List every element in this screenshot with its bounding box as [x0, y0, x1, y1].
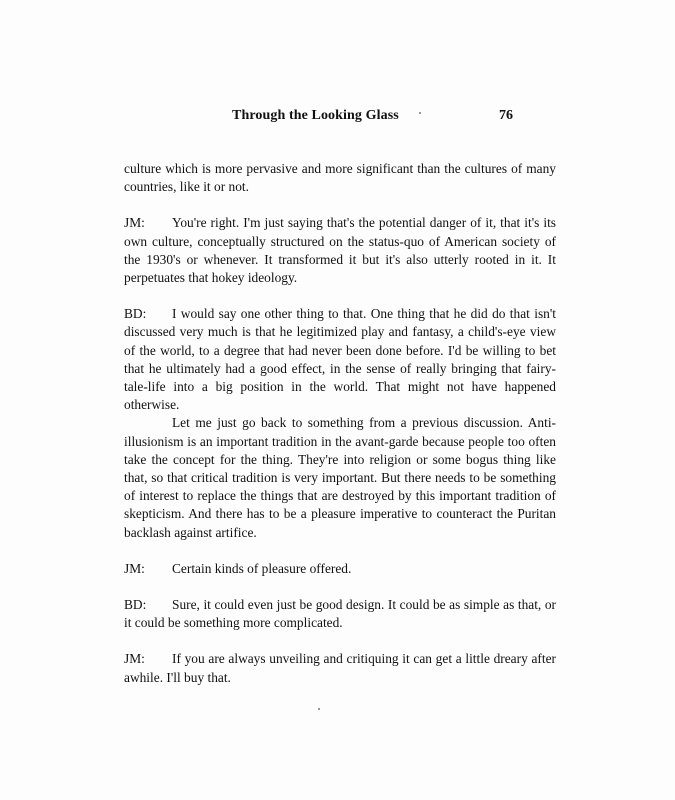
paragraph-bd-1: BD: I would say one other thing to that. One thing that he did do that isn't discussed very much is that he legitimized play and fantasy, a child's-eye view of the world, to a degree that had never been done before. I'd be willing to bet that he ultimately had a good effect, in the sense of really bringing that fairy-tale-life into a big position in the world. That might not have happened otherwise. — [124, 306, 556, 413]
scan-speck — [419, 112, 421, 114]
paragraph-jm-3: JM: If you are always unveiling and critiquing it can get a little dreary after awhile. I'll buy that. — [124, 651, 556, 685]
paragraph-continuation: culture which is more pervasive and more significant than the cultures of many countries, like it or not. — [124, 161, 556, 195]
page-number: 76 — [499, 108, 513, 123]
running-header-title: Through the Looking Glass — [232, 108, 399, 123]
speaker-label: JM: — [124, 560, 145, 576]
paragraph-jm-2: JM: Certain kinds of pleasure offered. — [124, 560, 556, 578]
paragraph-bd-2: BD: Sure, it could even just be good design. It could be as simple as that, or it could be something more complicated. — [124, 597, 556, 631]
transcript-body — [124, 160, 556, 705]
paragraph-jm-1: JM: You're right. I'm just saying that's the potential danger of it, that it's its own culture, conceptually structured on the status-quo of American society of the 1930's or whenever. It transformed it but it's also utterly rooted in it. It perpetuates that hokey ideology. — [124, 215, 556, 286]
speaker-label: BD: — [124, 306, 147, 322]
speaker-label: JM: — [124, 651, 145, 667]
speaker-label: JM: — [124, 215, 145, 231]
scan-speck — [318, 708, 320, 710]
paragraph-bd-continued: Let me just go back to something from a previous discussion. Anti-illusionism is an important tradition in the avant-garde because people too often take the concept for the thing. They're into religion or some bogus thing like that, so that critical tradition is very important. But there needs to be something of interest to replace the things that are destroyed by this important tradition of skepticism. And there has to be a pleasure imperative to counteract the Puritan backlash against artifice. — [124, 415, 556, 540]
speaker-label: BD: — [124, 597, 147, 613]
